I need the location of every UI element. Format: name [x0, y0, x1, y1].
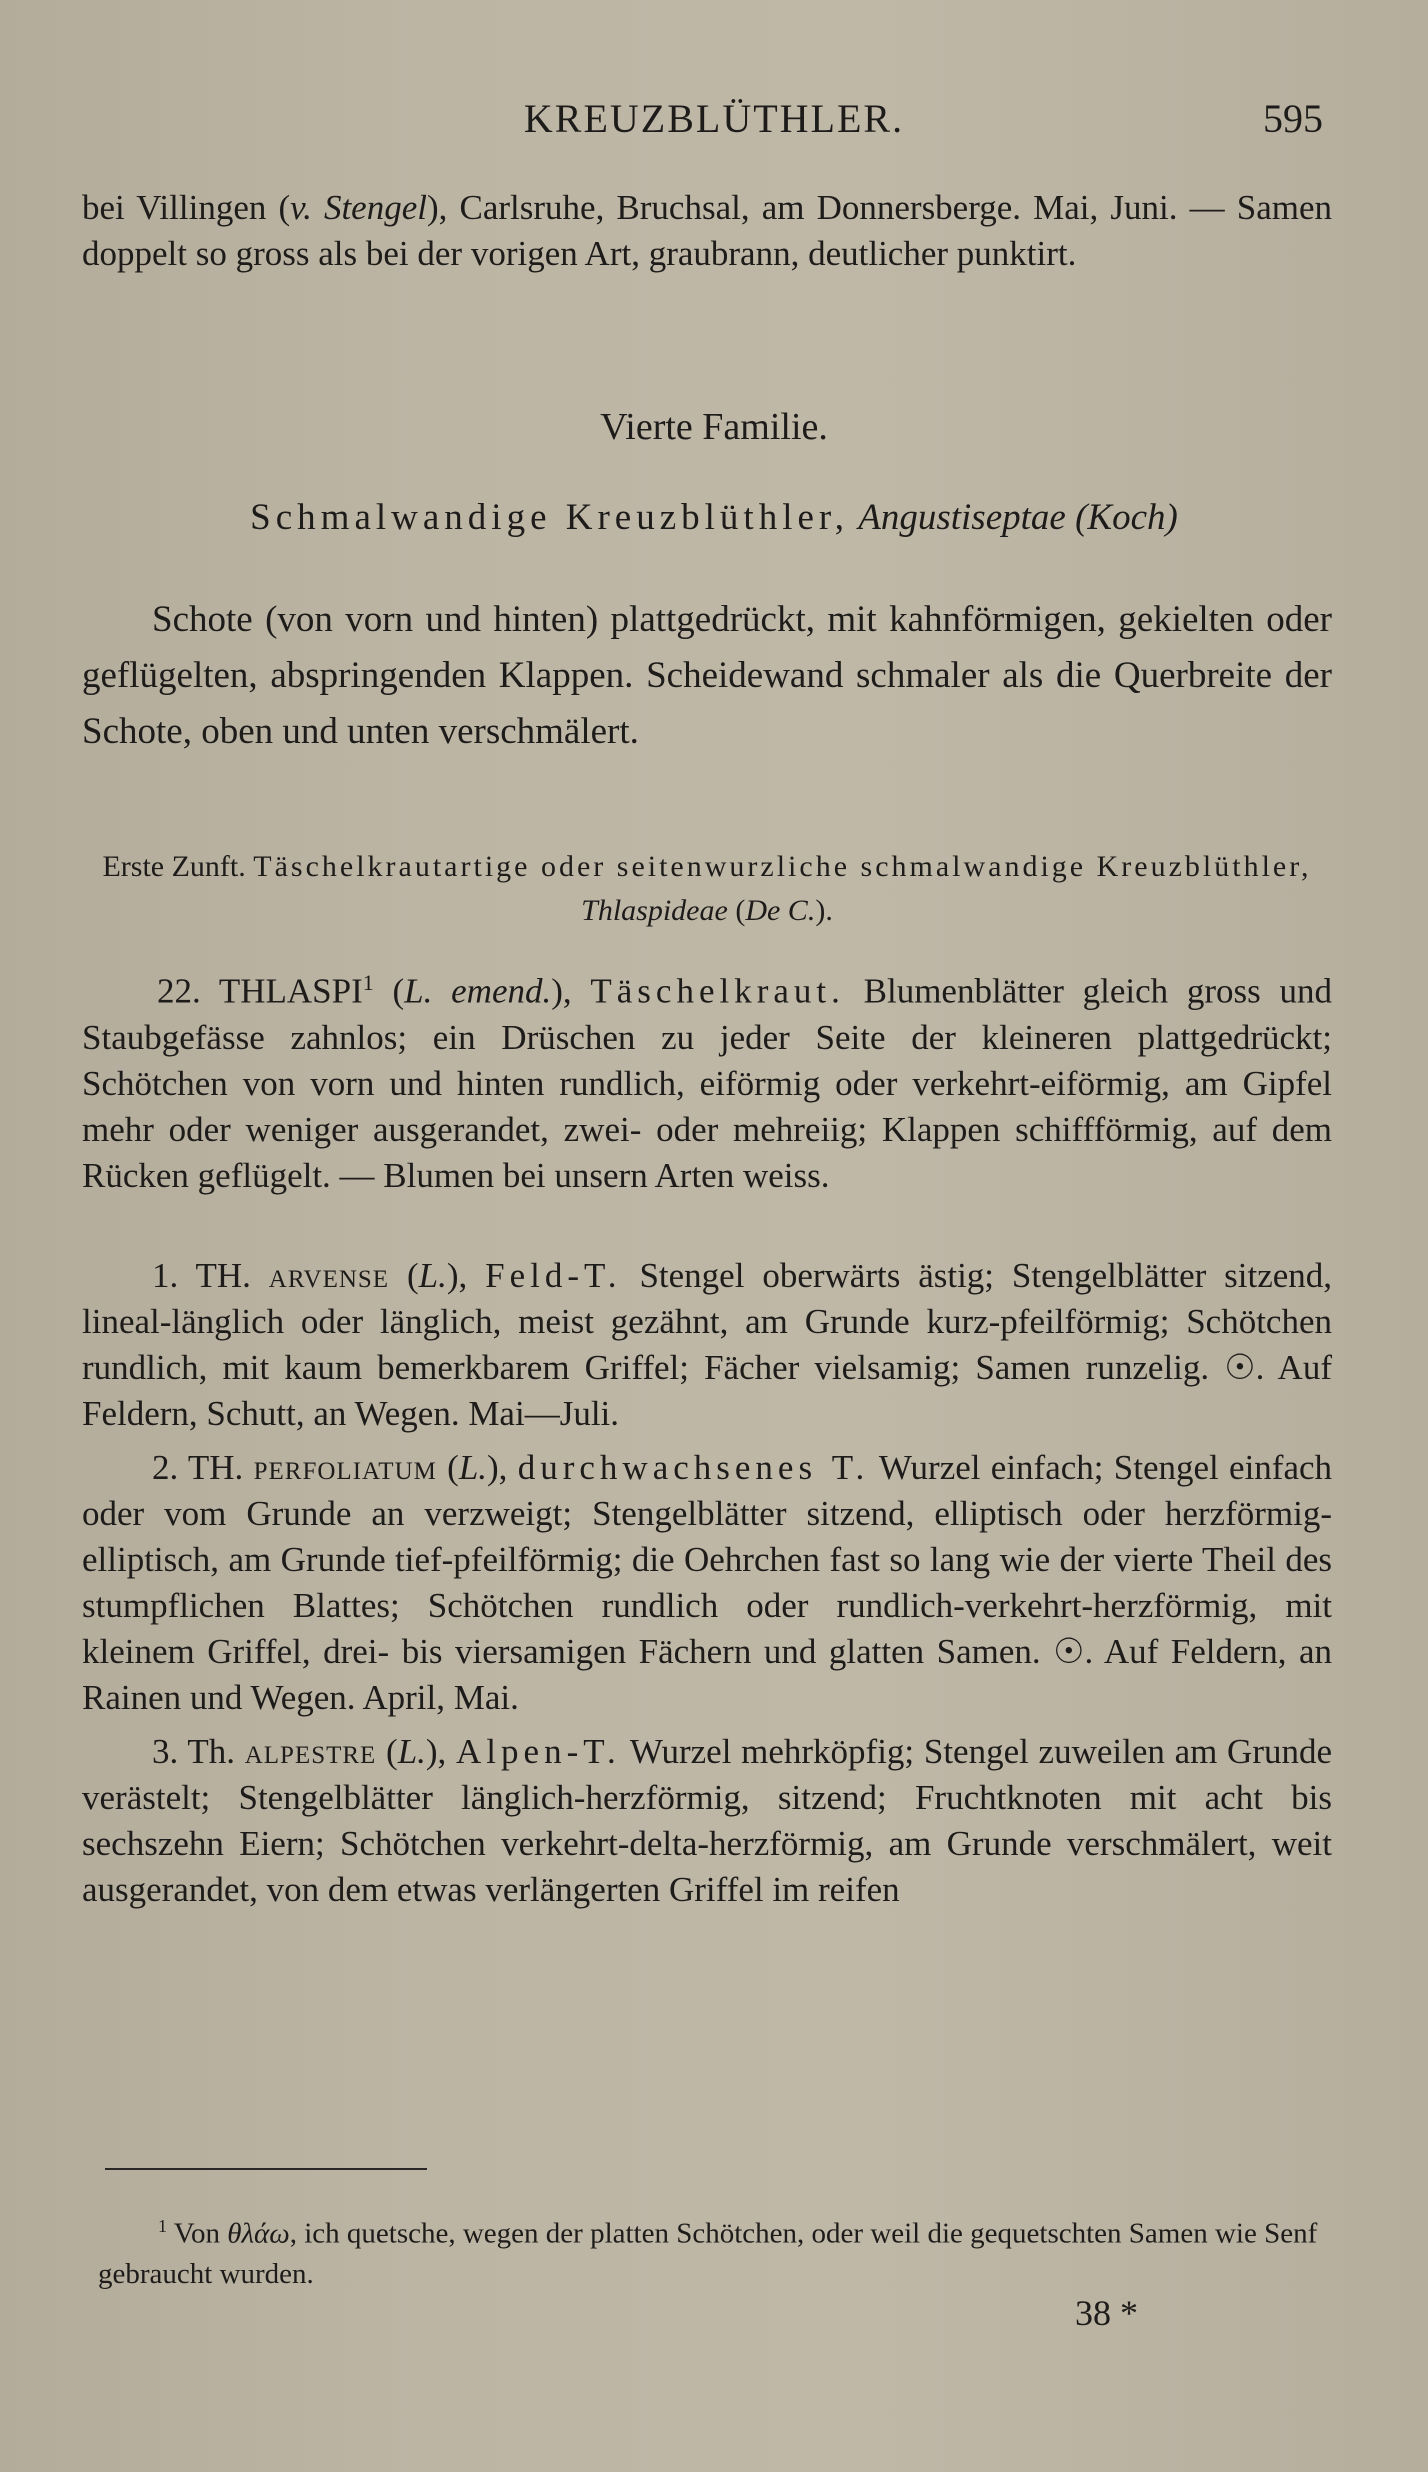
tribe-paren-open: (: [735, 894, 746, 927]
species-common-name: Alpen-T.: [456, 1732, 621, 1771]
genus-common-name: Täschelkraut.: [590, 971, 845, 1011]
genus-description: Blumenblätter gleich gross und Staubgefässe zahnlos; ein Drüschen zu jeder Seite der kleineren plattgedrückt; Schötchen von vorn und hinten rundlich, eiförmig oder verkehrt-eiförmig, am Gipfel mehr oder weniger ausgerandet, zwei- oder mehreiig; Klappen schiffförmig, auf dem Rücken geflügelt. — Blumen bei unsern Arten weiss.: [82, 971, 1333, 1195]
species-authority: L.: [458, 1448, 488, 1487]
tribe-heading: [84, 845, 1330, 933]
species-list: [82, 1253, 1332, 1913]
footnote-text-a: Von: [173, 2217, 228, 2250]
genus-entry: [82, 960, 1332, 1199]
tribe-authority: De C.: [745, 894, 816, 927]
species-authority: L.: [418, 1256, 447, 1295]
species-number: 2. TH.: [152, 1448, 244, 1487]
family-name: Schmalwandige Kreuzblüthler,: [250, 497, 849, 538]
species-number: 3. Th.: [152, 1732, 235, 1771]
species-paren-close: ),: [446, 1256, 468, 1295]
species-entry: [82, 1445, 1332, 1721]
species-paren-open: (: [386, 1732, 398, 1771]
species-common-name: Feld-T.: [485, 1256, 622, 1295]
species-epithet: perfoliatum: [253, 1448, 437, 1487]
tribe-prefix: Erste Zunft.: [102, 850, 246, 883]
species-paren-open: (: [447, 1448, 459, 1487]
family-latin: Angustiseptae (Koch): [858, 497, 1178, 538]
species-entry: [82, 1729, 1332, 1913]
genus-paren-open: (: [392, 971, 405, 1011]
species-common-name: durchwachsenes T.: [517, 1448, 870, 1487]
species-epithet: alpestre: [244, 1732, 377, 1771]
species-authority: L.: [397, 1732, 426, 1771]
family-heading: Vierte Familie.: [600, 406, 828, 448]
family-description-text: Schote (von vorn und hinten) plattgedrückt, mit kahnförmigen, gekielten oder geflügelten, abspringenden Klappen. Scheidewand schmaler als die Querbreite der Schote, oben und unten verschmälert.: [82, 599, 1332, 752]
family-description: [82, 592, 1332, 760]
footnote-text-b: , ich quetsche, wegen der platten Schötchen, oder weil die gequetschten Samen wie Senf gebraucht wurden.: [98, 2217, 1318, 2290]
running-title: KREUZBLÜTHLER.: [523, 96, 905, 141]
intro-text-c: ), Carlsruhe, Bruchsal, am Donnersberge. Mai, Juni. — Samen doppelt so gross als bei der vorigen Art, graubrann, deutlicher punktirt.: [82, 188, 1332, 273]
species-paren-close: ),: [487, 1448, 508, 1487]
species-epithet: arvense: [268, 1256, 390, 1295]
intro-text-a: bei Villingen (: [82, 188, 291, 227]
footnote-mark: 1: [158, 2216, 167, 2236]
page-number: 595: [1263, 96, 1323, 141]
footnote: [98, 2206, 1338, 2294]
genus-authority: L. emend.: [404, 971, 552, 1011]
tribe-paren-close: ).: [815, 894, 833, 927]
signature-mark: 38 *: [1075, 2293, 1138, 2333]
genus-paren-close: ),: [551, 971, 572, 1011]
genus-number: 22. THLASPI: [157, 971, 363, 1011]
tribe-latin: Thlaspideae: [581, 894, 728, 927]
species-description: Wurzel mehrköpfig; Stengel zuweilen am Grunde verästelt; Stengelblätter länglich-herzförmig, sitzend; Fruchtknoten mit acht bis sechszehn Eiern; Schötchen verkehrt-delta-herzförmig, am Grunde verschmälert, weit ausgerandet, von dem etwas verlängerten Griffel im reifen: [82, 1732, 1333, 1909]
species-paren-open: (: [406, 1256, 419, 1295]
running-header: [0, 95, 1428, 155]
species-description: Stengel oberwärts ästig; Stengelblätter sitzend, lineal-länglich oder länglich, meist gezähnt, am Grunde kurz-pfeilförmig; Schötchen rundlich, mit kaum bemerkbarem Griffel; Fächer vielsamig; Samen runzelig. ☉. Auf Feldern, Schutt, an Wegen. Mai—Juli.: [82, 1256, 1333, 1433]
tribe-name: Täschelkrautartige oder seitenwurzliche schmalwandige Kreuzblüthler,: [253, 850, 1312, 883]
species-description: Wurzel einfach; Stengel einfach oder vom Grunde an verzweigt; Stengelblätter sitzend, elliptisch oder herzförmig-elliptisch, am Grunde tief-pfeilförmig; die Oehrchen fast so lang wie der vierte Theil des stumpflichen Blattes; Schötchen rundlich oder rundlich-verkehrt-herzförmig, mit kleinem Griffel, drei- bis viersamigen Fächern und glatten Samen. ☉. Auf Feldern, an Rainen und Wegen. April, Mai.: [82, 1448, 1333, 1717]
species-paren-close: ),: [425, 1732, 447, 1771]
species-entry: [82, 1253, 1332, 1437]
family-name-line: [0, 496, 1428, 539]
footnote-divider: [105, 2168, 427, 2170]
footnote-ref: 1: [362, 970, 374, 995]
intro-paragraph: [82, 185, 1332, 277]
intro-citation: v. Stengel: [290, 188, 427, 227]
species-number: 1. TH.: [152, 1256, 251, 1295]
footnote-greek-word: θλάω: [227, 2217, 290, 2250]
